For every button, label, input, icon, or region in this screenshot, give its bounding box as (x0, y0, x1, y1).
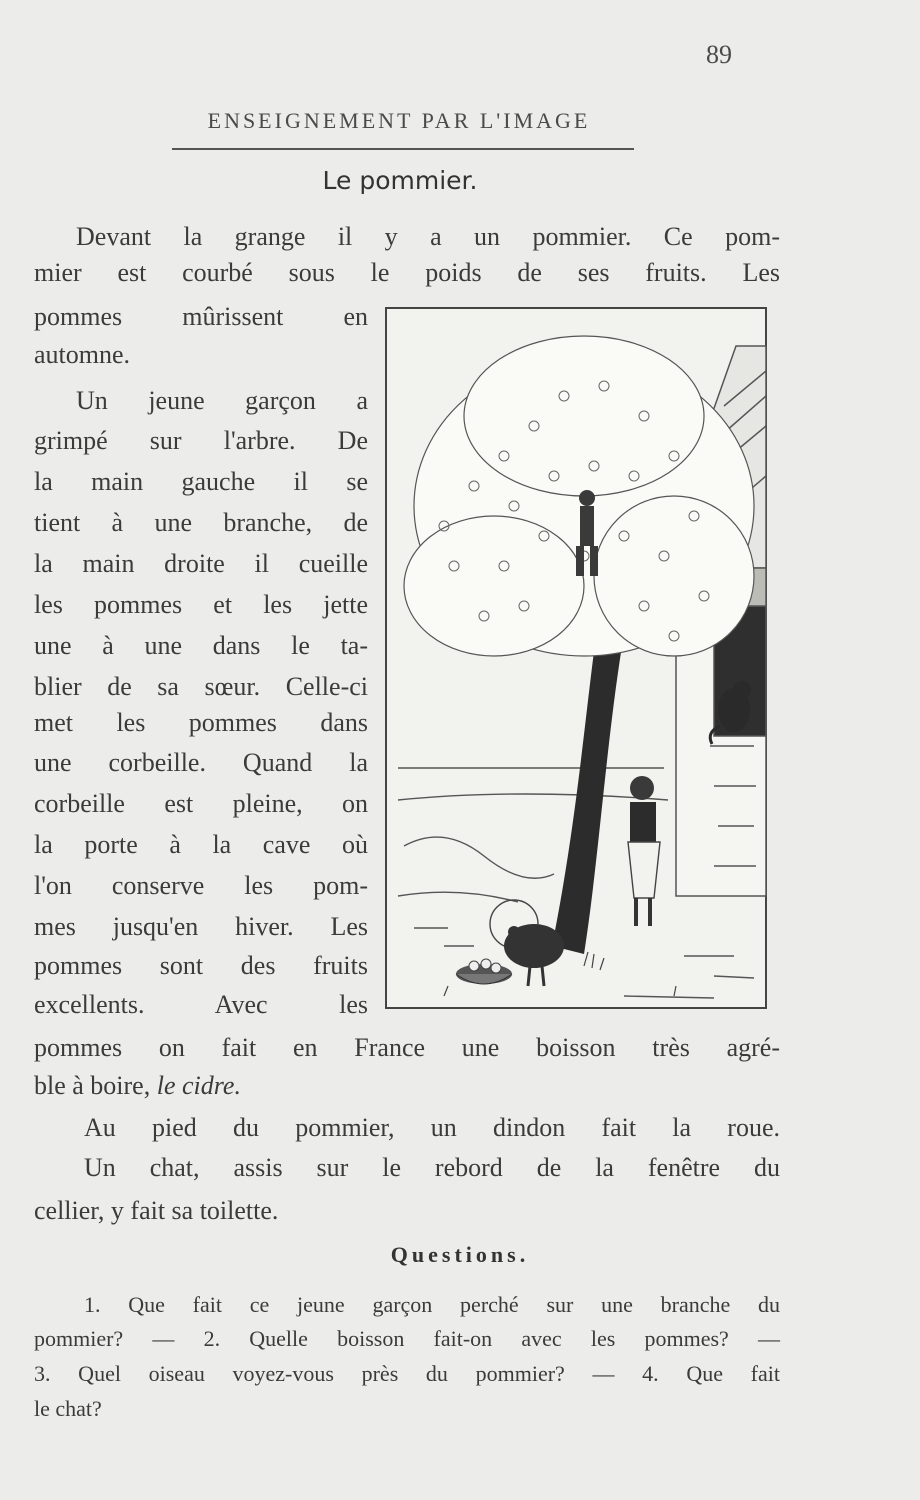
body-line-11: une à une dans le ta- (34, 631, 368, 660)
apple-tree-illustration (384, 306, 768, 1012)
body-line-2: mier est courbé sous le poids de ses fruits. Les (34, 258, 780, 287)
body-line-21: pommes on fait en France une boisson très agré- (34, 1033, 780, 1062)
body-line-14: une corbeille. Quand la (34, 748, 368, 777)
body-line-9: la main droite il cueille (34, 549, 368, 578)
question-line-2: pommier? — 2. Quelle boisson fait-on avec les pommes? — (34, 1326, 780, 1351)
body-line-18: mes jusqu'en hiver. Les (34, 912, 368, 941)
body-line-4: automne. (34, 340, 131, 369)
body-line-15: corbeille est pleine, on (34, 789, 368, 818)
body-line-8: tient à une branche, de (34, 508, 368, 537)
body-line-25: cellier, y fait sa toilette. (34, 1196, 279, 1225)
body-line-17: l'on conserve les pom- (34, 871, 368, 900)
body-line-10: les pommes et les jette (34, 590, 368, 619)
running-header: ENSEIGNEMENT PAR L'IMAGE (207, 108, 591, 133)
cidre-italic: le cidre. (156, 1071, 241, 1100)
body-line-19: pommes sont des fruits (34, 951, 368, 980)
body-line-16: la porte à la cave où (34, 830, 368, 859)
body-line-5: Un jeune garçon a (76, 386, 368, 415)
body-line-13: met les pommes dans (34, 708, 368, 737)
body-line-24: Un chat, assis sur le rebord de la fenêtre du (84, 1153, 780, 1182)
question-line-3: 3. Quel oiseau voyez-vous près du pommier? — 4. Que fait (34, 1361, 780, 1386)
questions-title: Questions. (390, 1242, 530, 1267)
body-line-23: Au pied du pommier, un dindon fait la roue. (84, 1113, 780, 1142)
header-rule (172, 148, 634, 150)
body-line-12: blier de sa sœur. Celle-ci (34, 672, 368, 701)
body-line-1: Devant la grange il y a un pommier. Ce pom- (76, 222, 780, 251)
question-line-4: le chat? (34, 1396, 102, 1421)
body-line-20: excellents. Avec les (34, 990, 368, 1019)
body-line-6: grimpé sur l'arbre. De (34, 426, 368, 455)
question-line-1: 1. Que fait ce jeune garçon perché sur une branche du (84, 1292, 780, 1317)
lesson-title: Le pommier. (322, 166, 478, 195)
body-line-7: la main gauche il se (34, 467, 368, 496)
page-number: 89 (706, 40, 732, 69)
body-line-3: pommes mûrissent en (34, 302, 368, 331)
body-line-22: ble à boire, le cidre. (34, 1071, 241, 1100)
